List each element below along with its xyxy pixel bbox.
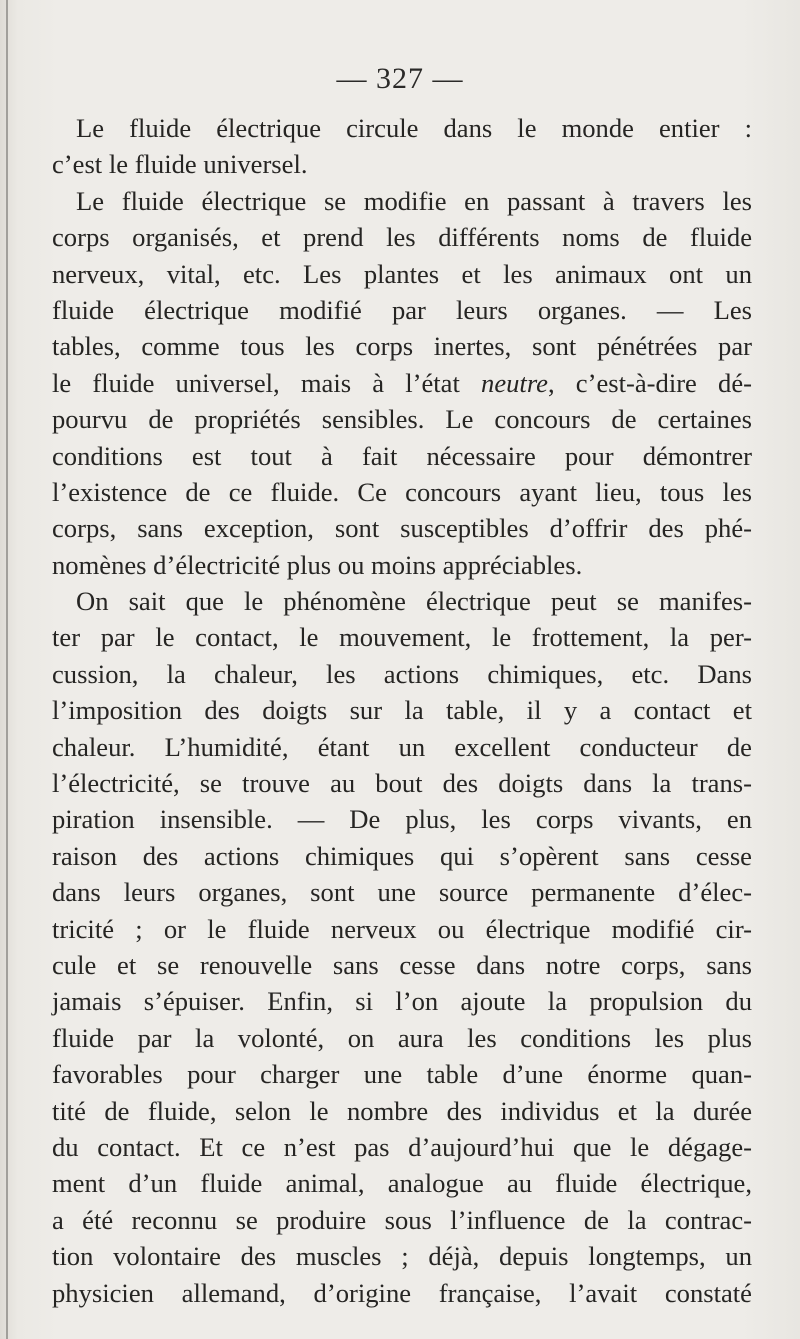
text-line: tion volontaire des muscles ; déjà, depuis longtemps, un bbox=[52, 1241, 752, 1272]
text-line: corps, sans exception, sont susceptibles d’offrir des phé- bbox=[52, 513, 752, 544]
text-line: pourvu de propriétés sensibles. Le concours de certaines bbox=[52, 404, 752, 435]
text-line: tité de fluide, selon le nombre des individus et la durée bbox=[52, 1095, 752, 1126]
text-line: ter par le contact, le mouvement, le frottement, la per- bbox=[52, 622, 752, 653]
text-line: c’est le fluide universel. bbox=[52, 149, 308, 180]
text-line: cussion, la chaleur, les actions chimiques, etc. Dans bbox=[52, 658, 752, 689]
text-line-segment: le fluide universel, mais à l’état bbox=[52, 367, 482, 398]
text-line: fluide électrique modifié par leurs organes. — Les bbox=[52, 294, 752, 325]
text-line: piration insensible. — De plus, les corps vivants, en bbox=[52, 804, 752, 835]
text-line: ment d’un fluide animal, analogue au fluide électrique, bbox=[52, 1168, 752, 1199]
text-line bbox=[52, 365, 752, 401]
text-line: Le fluide électrique se modifie en passant à travers les bbox=[76, 185, 752, 216]
text-line: cule et se renouvelle sans cesse dans notre corps, sans bbox=[52, 949, 752, 980]
text-line: corps organisés, et prend les différents noms de fluide bbox=[52, 222, 752, 253]
italic-word: neutre bbox=[481, 367, 548, 398]
text-line: tables, comme tous les corps inertes, sont pénétrées par bbox=[52, 331, 752, 362]
text-line: l’existence de ce fluide. Ce concours ayant lieu, tous les bbox=[52, 476, 752, 507]
text-line: chaleur. L’humidité, étant un excellent conducteur de bbox=[52, 731, 752, 762]
text-line: a été reconnu se produire sous l’influence de la contrac- bbox=[52, 1204, 752, 1235]
text-line: dans leurs organes, sont une source permanente d’élec- bbox=[52, 877, 752, 908]
text-line-segment: , c’est-à-dire dé- bbox=[547, 367, 752, 398]
text-line: On sait que le phénomène électrique peut se manifes- bbox=[76, 586, 752, 617]
text-line: nomènes d’électricité plus ou moins appréciables. bbox=[52, 549, 583, 580]
text-line: Le fluide électrique circule dans le monde entier : bbox=[76, 113, 752, 143]
text-line: conditions est tout à fait nécessaire pour démontrer bbox=[52, 440, 752, 471]
text-line: raison des actions chimiques qui s’opèrent sans cesse bbox=[52, 840, 752, 871]
text-line: l’imposition des doigts sur la table, il y a contact et bbox=[52, 695, 752, 726]
body-text bbox=[52, 110, 752, 1311]
text-line: physicien allemand, d’origine française, l’avait constaté bbox=[52, 1277, 752, 1308]
text-line: favorables pour charger une table d’une énorme quan- bbox=[52, 1059, 752, 1090]
page-number: — 327 — bbox=[336, 62, 464, 95]
binding-edge bbox=[6, 0, 8, 1339]
text-line: nerveux, vital, etc. Les plantes et les animaux ont un bbox=[52, 258, 752, 289]
text-line: du contact. Et ce n’est pas d’aujourd’hui que le dégage- bbox=[52, 1131, 752, 1162]
text-line: l’électricité, se trouve au bout des doigts dans la trans- bbox=[52, 768, 752, 799]
text-line: jamais s’épuiser. Enfin, si l’on ajoute la propulsion du bbox=[52, 986, 752, 1017]
text-line: fluide par la volonté, on aura les conditions les plus bbox=[52, 1022, 752, 1053]
text-line: tricité ; or le fluide nerveux ou électrique modifié cir- bbox=[52, 913, 752, 944]
